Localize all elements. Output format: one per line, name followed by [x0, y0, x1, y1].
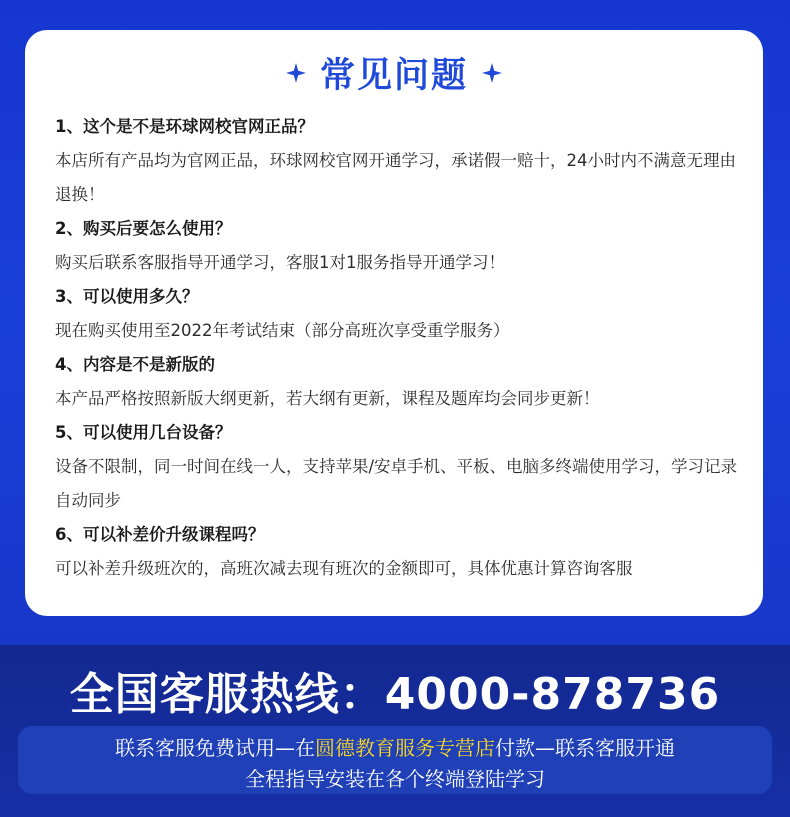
faq-question: 1、这个是不是环球网校官网正品？ [55, 117, 314, 136]
faq-answer: 可以补差升级班次的，高班次减去现有班次的金额即可，具体优惠计算咨询客服 [55, 559, 633, 578]
faq-item [55, 416, 747, 518]
faq-answer: 购买后联系客服指导开通学习，客服1对1服务指导开通学习！ [55, 253, 505, 272]
faq-question: 2、购买后要怎么使用？ [55, 219, 232, 238]
hotline-text: 全国客服热线：4000-878736 [69, 669, 721, 720]
sparkle-right-icon [482, 63, 502, 83]
notice-box [18, 726, 772, 794]
faq-item [55, 518, 747, 586]
faq-question: 6、可以补差价升级课程吗？ [55, 525, 265, 544]
notice-text: 付款—联系客服开通 [495, 736, 675, 760]
faq-answer: 本店所有产品均为官网正品，环球网校官网开通学习，承诺假一赔十，24小时内不满意无理由退换！ [55, 151, 736, 204]
notice-line-1 [18, 732, 772, 761]
notice-text: 联系客服免费试用—在 [115, 736, 315, 760]
faq-question: 3、可以使用多久？ [55, 287, 199, 306]
faq-question: 5、可以使用几台设备？ [55, 423, 232, 442]
sparkle-left-icon [286, 63, 306, 83]
store-name-highlight: 圆德教育服务专营店 [315, 736, 495, 760]
faq-list [55, 110, 747, 586]
notice-line-2: 全程指导安装在各个终端登陆学习 [245, 767, 545, 791]
faq-question: 4、内容是不是新版的 [55, 355, 215, 374]
faq-item [55, 212, 747, 280]
faq-answer: 本产品严格按照新版大纲更新，若大纲有更新，课程及题库均会同步更新！ [55, 389, 600, 408]
faq-card [25, 30, 763, 616]
faq-item [55, 110, 747, 212]
faq-answer: 现在购买使用至2022年考试结束（部分高班次享受重学服务） [55, 321, 510, 340]
faq-title: 常见问题 [319, 56, 468, 96]
faq-answer: 设备不限制，同一时间在线一人，支持苹果/安卓手机、平板、电脑多终端使用学习，学习记录自动同步 [55, 457, 738, 510]
faq-item [55, 280, 747, 348]
faq-title-row [25, 48, 763, 98]
faq-item [55, 348, 747, 416]
